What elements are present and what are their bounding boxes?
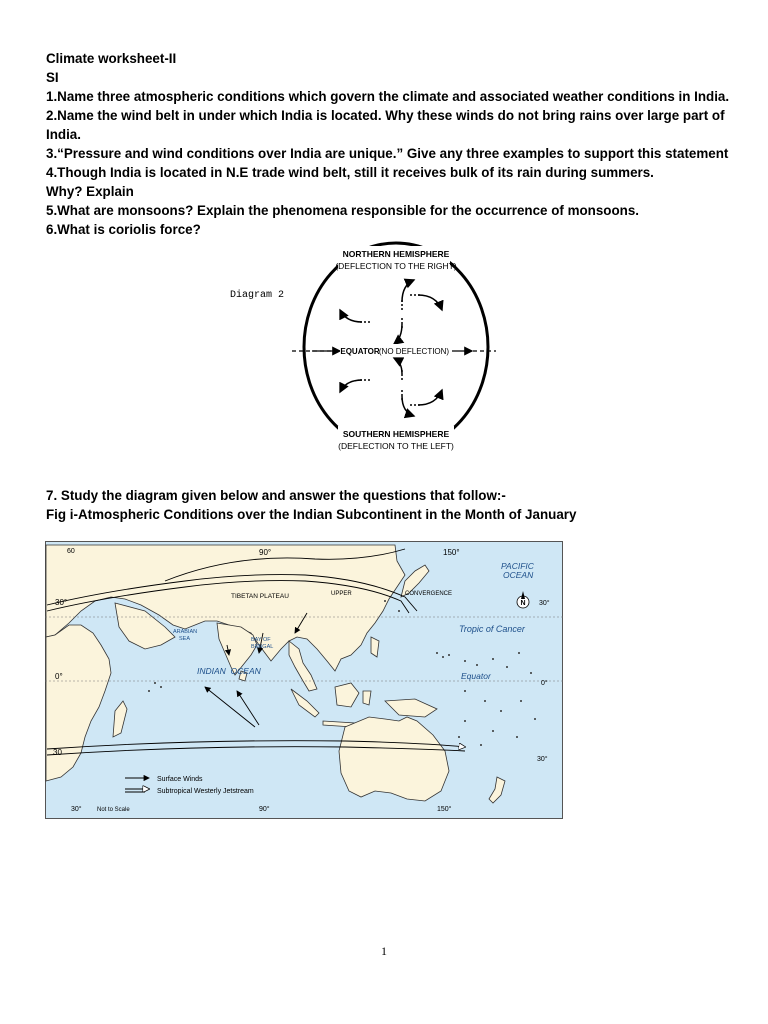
equator-label: Equator [461,671,491,681]
not-to-scale-label: Not to Scale [97,807,130,813]
pacific-label-1: PACIFIC [501,561,534,571]
lat-30s-left: 30 [53,748,62,757]
question-2: 2.Name the wind belt in under which India is located. Why these winds do not bring rains over large part of India. [46,108,725,142]
arabian-sea-label-1: ARABIAN [173,629,198,635]
equator-sublabel: (NO DEFLECTION) [378,347,450,356]
coriolis-diagram [290,240,500,454]
northern-hemisphere-subtitle: (DEFLECTION TO THE RIGHT) [335,261,457,271]
north-deflection-arrows [340,280,442,344]
tropic-of-cancer-label: Tropic of Cancer [459,624,525,634]
lon-bottom-30: 30° [71,806,82,813]
compass-letter: N [520,600,526,607]
bay-of-bengal-label-1: BAY OF [251,637,271,643]
lat-30n-left: 30° [55,598,68,607]
lon-bottom-90: 90° [259,806,270,813]
lon-top-90: 90° [259,548,272,557]
south-deflection-arrows [340,358,442,416]
lat-0-left: 0° [55,672,63,681]
question-1: 1.Name three atmospheric conditions which govern the climate and associated weather conditions in India. [46,89,730,104]
diagram-label: Diagram 2 [230,290,285,301]
tibetan-plateau-label: TIBETAN PLATEAU [231,593,289,600]
lon-top-60: 60 [67,548,75,555]
lon-top-150: 150° [443,548,460,557]
lat-30n-right: 30° [539,600,550,607]
worksheet-title: Climate worksheet-II [46,51,177,66]
question-5: 5.What are monsoons? Explain the phenomena responsible for the occurrence of monsoons. [46,203,640,218]
equator-label: EQUATOR [340,347,380,356]
arabian-sea-label-2: SEA [179,636,191,642]
question-3: 3.“Pressure and wind conditions over India are unique.” Give any three examples to support this statement [46,146,729,161]
pacific-label-2: OCEAN [503,570,534,580]
northern-hemisphere-title: NORTHERN HEMISPHERE [342,249,450,259]
lat-30s-right: 30° [537,756,548,763]
lat-0-right: 0° [541,680,548,687]
indian-ocean-label: INDIAN OCEAN [197,666,261,676]
bay-of-bengal-label-2: BENGAL [251,644,274,650]
southern-hemisphere-title: SOUTHERN HEMISPHERE [342,429,450,439]
convergence-label: CONVERGENCE [405,591,453,597]
upper-label: UPPER [331,591,352,597]
southern-hemisphere-subtitle: (DEFLECTION TO THE LEFT) [338,441,454,451]
question-4: 4.Though India is located in N.E trade wind belt, still it receives bulk of its rain during summers. Why? Explain [46,165,654,199]
section-label: SI [46,70,59,85]
legend-surface-winds: Surface Winds [157,776,203,783]
figure-caption: Fig i-Atmospheric Conditions over the Indian Subcontinent in the Month of January [46,507,577,522]
page-number: 1 [381,944,387,958]
legend-jetstream: Subtropical Westerly Jetstream [157,788,254,795]
lon-bottom-150: 150° [437,806,452,813]
question-7: 7. Study the diagram given below and answer the questions that follow:- [46,488,506,503]
january-conditions-map [45,541,563,819]
question-6: 6.What is coriolis force? [46,222,201,237]
